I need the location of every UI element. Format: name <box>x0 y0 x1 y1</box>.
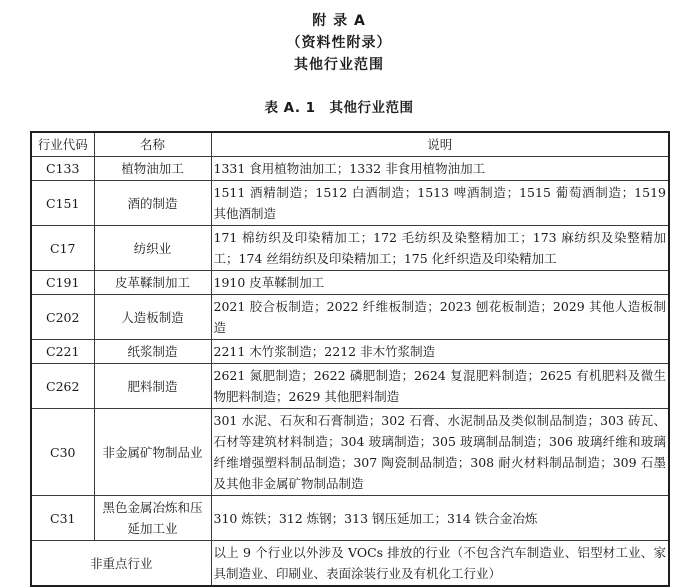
row-industry-description: 1910 皮革鞣制加工 <box>211 271 669 295</box>
table-row <box>31 364 669 409</box>
column-header-description: 说明 <box>211 132 669 157</box>
row-industry-name: 酒的制造 <box>94 181 211 226</box>
row-industry-name: 皮革鞣制加工 <box>94 271 211 295</box>
table-row <box>31 157 669 181</box>
appendix-subtitle: （资料性附录） <box>286 35 392 51</box>
table-body <box>31 157 669 587</box>
table-row <box>31 496 669 541</box>
row-industry-description: 2021 胶合板制造；2022 纤维板制造；2023 刨花板制造；2029 其他人造板制造 <box>211 295 669 340</box>
row-industry-description: 171 棉纺织及印染精加工；172 毛纺织及染整精加工；173 麻纺织及染整精加工；174 丝绢纺织及印染精加工；175 化纤织造及印染精加工 <box>211 226 669 271</box>
table-row <box>31 295 669 340</box>
table-row <box>31 340 669 364</box>
row-industry-name: 肥料制造 <box>94 364 211 409</box>
row-industry-code: C191 <box>31 271 94 295</box>
row-industry-description: 301 水泥、石灰和石膏制造；302 石膏、水泥制品及类似制品制造；303 砖瓦、石材等建筑材料制造；304 玻璃制造；305 玻璃制品制造；306 玻璃纤维和玻璃纤维增强塑料制品制造；307 陶瓷制品制造；308 耐火材料制品制造；309 石墨及其他非金属矿物制品制造 <box>211 409 669 496</box>
document-header <box>0 0 678 76</box>
row-industry-description: 以上 9 个行业以外涉及 VOCs 排放的行业（不包含汽车制造业、铝型材工业、家具制造业、印刷业、表面涂装行业及有机化工行业） <box>211 541 669 587</box>
row-industry-description: 1331 食用植物油加工；1332 非食用植物油加工 <box>211 157 669 181</box>
row-industry-name: 纸浆制造 <box>94 340 211 364</box>
row-industry-name: 黑色金属冶炼和压延加工业 <box>94 496 211 541</box>
table-row <box>31 409 669 496</box>
row-industry-code: C133 <box>31 157 94 181</box>
row-industry-code: C30 <box>31 409 94 496</box>
row-industry-code: C17 <box>31 226 94 271</box>
column-header-industry-code: 行业代码 <box>31 132 94 157</box>
row-industry-code: C221 <box>31 340 94 364</box>
column-header-name: 名称 <box>94 132 211 157</box>
row-industry-name: 人造板制造 <box>94 295 211 340</box>
table-row <box>31 226 669 271</box>
row-industry-description: 310 炼铁；312 炼钢；313 钢压延加工；314 铁合金冶炼 <box>211 496 669 541</box>
appendix-title: 附 录 A <box>312 13 366 29</box>
row-industry-name: 非金属矿物制品业 <box>94 409 211 496</box>
row-industry-description: 2211 木竹浆制造；2212 非木竹浆制造 <box>211 340 669 364</box>
row-industry-name: 纺织业 <box>94 226 211 271</box>
row-industry-code: C262 <box>31 364 94 409</box>
table-row <box>31 541 669 587</box>
table-row <box>31 271 669 295</box>
table-caption: 表 A. 1 其他行业范围 <box>264 100 414 116</box>
row-industry-name: 植物油加工 <box>94 157 211 181</box>
row-industry-description: 2621 氮肥制造；2622 磷肥制造；2624 复混肥料制造；2625 有机肥料及微生物肥料制造；2629 其他肥料制造 <box>211 364 669 409</box>
appendix-section-title: 其他行业范围 <box>294 57 384 73</box>
row-industry-code: C151 <box>31 181 94 226</box>
industry-scope-table <box>30 131 670 587</box>
row-industry-code: C31 <box>31 496 94 541</box>
table-header-row <box>31 132 669 157</box>
row-industry-code: C202 <box>31 295 94 340</box>
row-industry-name: 非重点行业 <box>31 541 211 587</box>
table-row <box>31 181 669 226</box>
row-industry-description: 1511 酒精制造；1512 白酒制造；1513 啤酒制造；1515 葡萄酒制造；1519 其他酒制造 <box>211 181 669 226</box>
